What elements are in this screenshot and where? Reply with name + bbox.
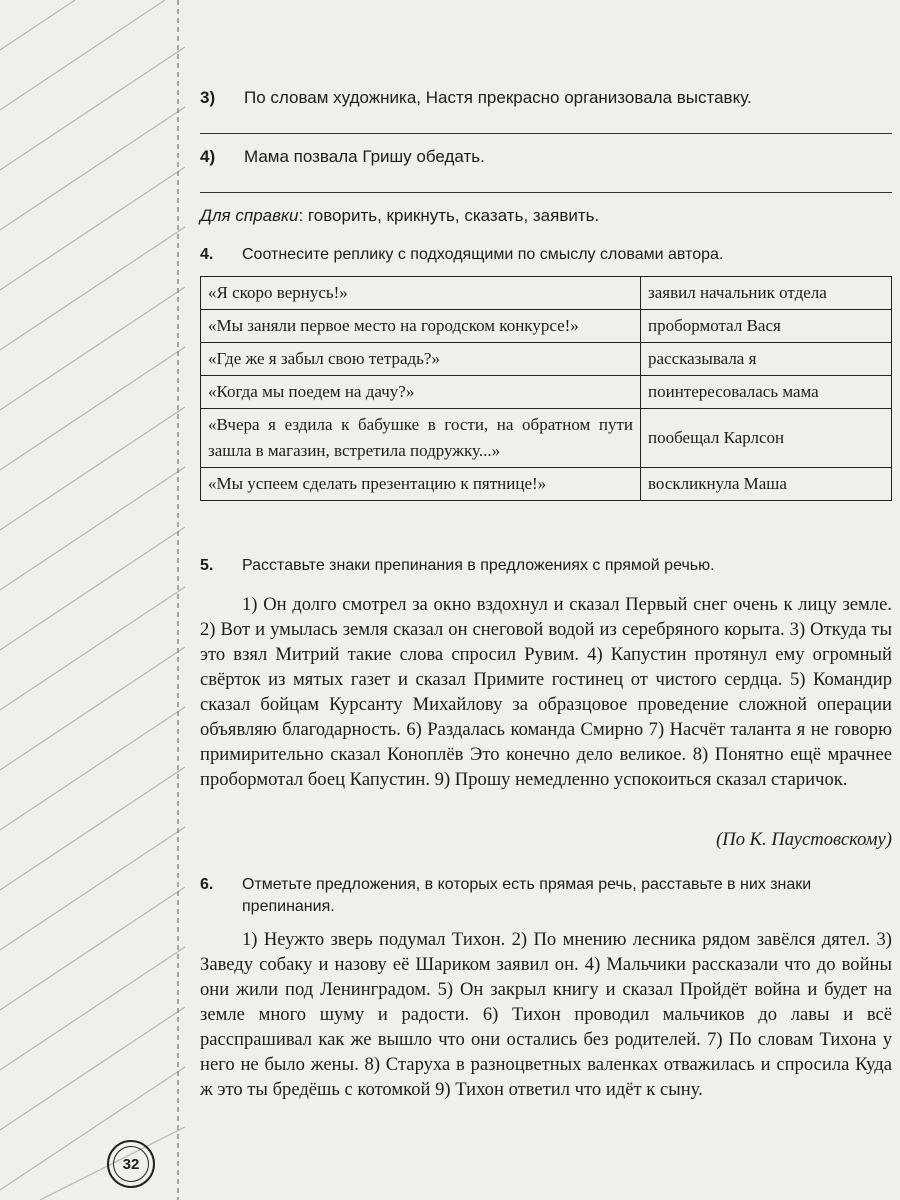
table-row: «Мы успеем сделать презентацию к пятнице!» воскликнула Маша (201, 468, 892, 501)
table-row: «Когда мы поедем на дачу?» поинтересовалась мама (201, 376, 892, 409)
table-row: «Где же я забыл свою тетрадь?» рассказывала я (201, 343, 892, 376)
task-6-heading: 6. Отметьте предложения, в которых есть прямая речь, расставьте в них знаки препинания. (200, 876, 812, 915)
task-5-source: (По К. Паустовскому) (716, 829, 892, 850)
task-4-heading: 4. Соотнесите реплику с подходящими по смыслу словами автора. (200, 246, 724, 263)
task-5-text: 1) Он долго смотрел за окно вздохнул и сказал Первый снег очень к лицу земле. 2) Вот и умылась земля сказал он снеговой водой из серебряного корыта. 3) Откуда ты это взял Митрий такие слова спросил Рувим. 4) Капустин протянул ему огромный свёрток из мятых газет и сказал Примите гостинец от чистого сердца. 5) Командир сказал бойцам Курсанту Михайлову за образцовое проведение сложной операции объявляю благодарность. 6) Раздалась команда Смирно 7) Насчёт таланта я не говорю примирительно сказал Коноплёв Это конечно дело великое. 8) Понятно ещё мрачнее пробормотал боец Капустин. 9) Прошу немедленно успокоиться сказал старичок. (200, 594, 892, 790)
task-5-heading: 5. Расставьте знаки препинания в предложениях с прямой речью. (200, 557, 715, 574)
reference-note: Для справки: говорить, крикнуть, сказать, заявить. (200, 206, 600, 225)
matching-table (200, 276, 892, 501)
answer-line (200, 133, 892, 134)
table-row: «Вчера я ездила к бабушке в гости, на обратном пути зашла в магазин, встретила подружку...» пообещал Карлсон (201, 409, 892, 468)
sentence-item-3: 3) По словам художника, Настя прекрасно организовала выставку. (200, 88, 752, 107)
page-number: 32 (113, 1146, 149, 1182)
task-6-text: 1) Неужто зверь подумал Тихон. 2) По мнению лесника рядом завёлся дятел. 3) Заведу собаку и назову её Шариком заявил он. 4) Мальчики рассказали что до войны они жили под Ленинградом. 5) Он закрыл книгу и сказал Пройдёт война и будет на земле много шуму и радости. 6) Тихон проводил мальчиков до лавы и всё расспрашивал как же вышло что они остались без родителей. 7) По словам Тихона у него не было жены. 8) Старуха в разноцветных валенках отважилась и спросила Куда ж это ты бредёшь с котомкой 9) Тихон ответил что идёт к сыну. (200, 929, 892, 1100)
table-row: «Мы заняли первое место на городском конкурсе!» пробормотал Вася (201, 310, 892, 343)
table-row: «Я скоро вернусь!» заявил начальник отдела (201, 277, 892, 310)
margin-ruling (0, 0, 185, 1200)
answer-line (200, 192, 892, 193)
sentence-item-4: 4) Мама позвала Гришу обедать. (200, 147, 485, 166)
page-number-badge (107, 1140, 155, 1188)
